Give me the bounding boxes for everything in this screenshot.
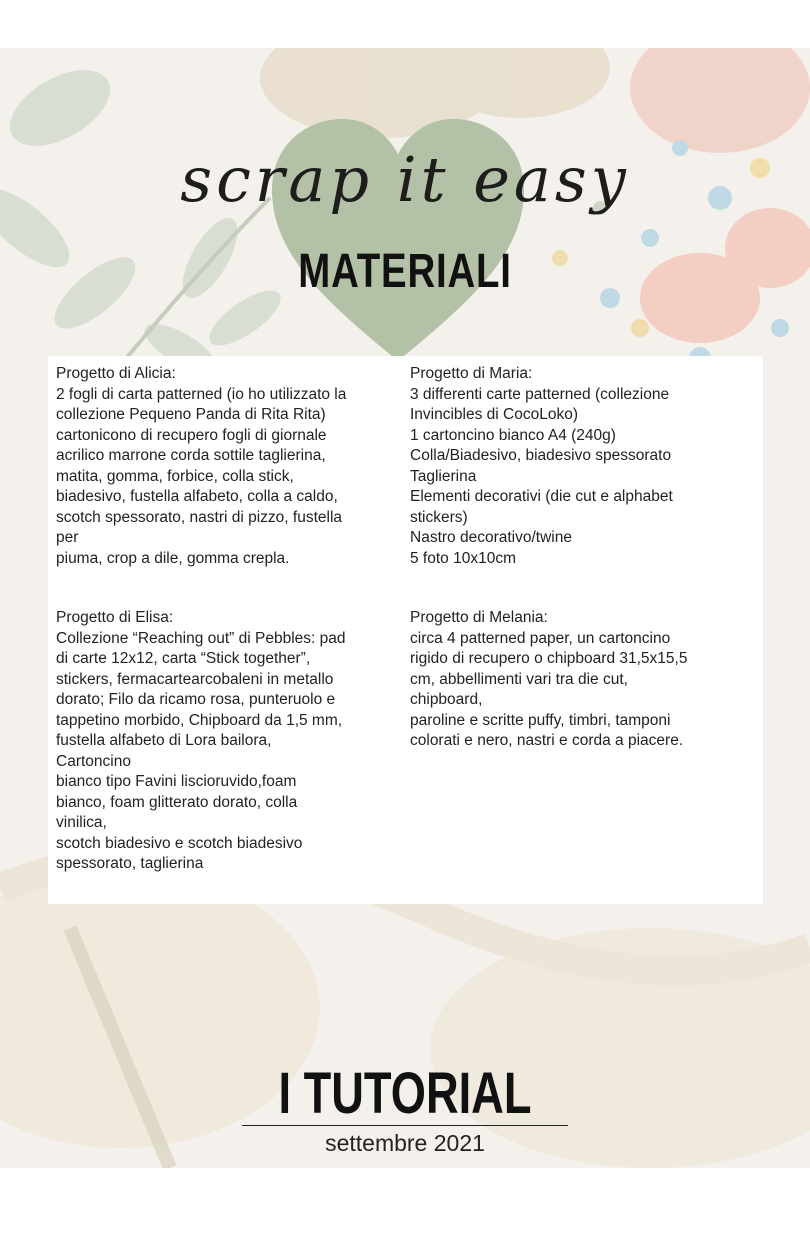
project-name: Progetto di Alicia:: [56, 365, 176, 382]
footer-divider: [242, 1125, 568, 1126]
project-alicia: [56, 364, 404, 569]
project-name: Progetto di Maria:: [410, 365, 533, 382]
section-title: MATERIALI: [298, 245, 512, 298]
page: [0, 48, 810, 1168]
brand-title: scrap it easy: [180, 143, 630, 216]
project-name: Progetto di Elisa:: [56, 609, 174, 626]
materials-panel: [48, 356, 763, 904]
project-maria: [410, 364, 758, 569]
project-elisa: [56, 608, 404, 875]
project-name: Progetto di Melania:: [410, 609, 548, 626]
project-melania: [410, 608, 758, 752]
footer-title: I TUTORIAL: [278, 1061, 532, 1126]
footer-date: settembre 2021: [325, 1130, 485, 1156]
project-materials: 3 differenti carte patterned (collezione Invincibles di CocoLoko) 1 cartoncino bianco A4 (240g) Colla/Biadesivo, biadesivo spessorato Taglierina Elementi decorativi (die cut e alphabet stickers) Nastro decorativo/twine 5 foto 10x10cm: [410, 385, 673, 567]
project-materials: 2 fogli di carta patterned (io ho utilizzato la collezione Pequeno Panda di Rita Rita) cartonicono di recupero fogli di giornale acrilico marrone corda sottile taglierina, matita, gomma, forbice, colla stick, biadesivo, fustella alfabeto, colla a caldo, scotch spessorato, nastri di pizzo, fustella per piuma, crop a dile, gomma crepla.: [56, 385, 347, 567]
project-materials: Collezione “Reaching out” di Pebbles: pad di carte 12x12, carta “Stick together”, stickers, fermacartearcobaleni in metallo dorato; Filo da ricamo rosa, punteruolo e tappetino morbido, Chipboard da 1,5 mm, fustella alfabeto di Lora bailora, Cartoncino bianco tipo Favini liscioruvido,foam bianco, foam glitterato dorato, colla vinilica, scotch biadesivo e scotch biadesivo spessorato, taglierina: [56, 629, 346, 872]
project-materials: circa 4 patterned paper, un cartoncino rigido di recupero o chipboard 31,5x15,5 cm, abbellimenti vari tra die cut, chipboard, paroline e scritte puffy, timbri, tamponi colorati e nero, nastri e corda a piacere.: [410, 629, 688, 749]
